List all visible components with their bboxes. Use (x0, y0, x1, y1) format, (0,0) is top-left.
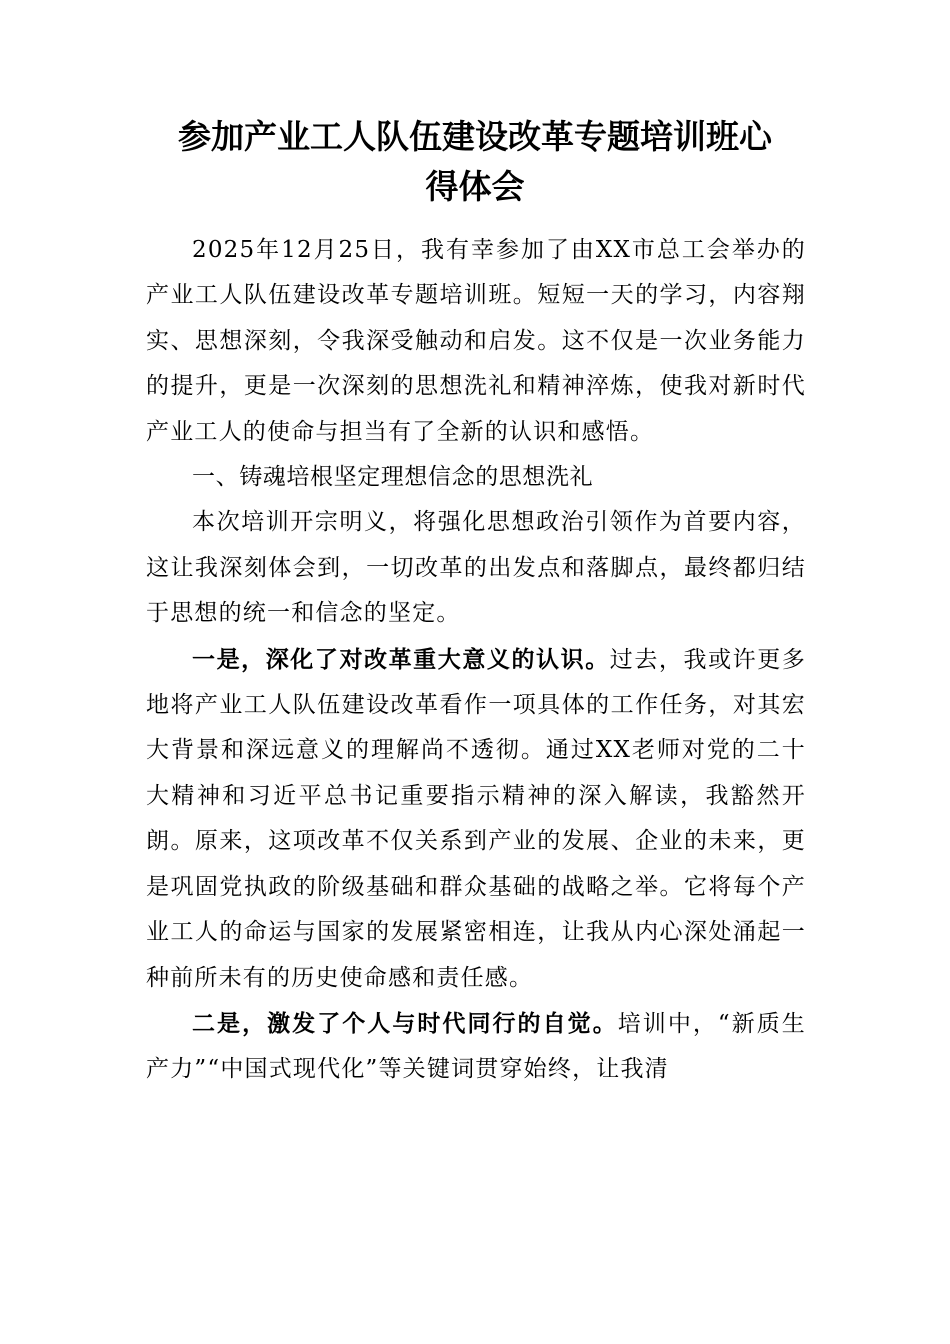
point-2-paragraph (146, 1001, 806, 1093)
title-line-2: 得体会 (425, 167, 525, 206)
document-body (146, 228, 806, 1093)
section-heading-1: 一、铸魂培根坚定理想信念的思想洗礼 (192, 464, 594, 491)
section-1-paragraph: 本次培训开宗明义，将强化思想政治引领作为首要内容，这让我深刻体会到，一切改革的出发点和落脚点，最终都归结于思想的统一和信念的坚定。 (146, 509, 806, 627)
title-line-1: 参加产业工人队伍建设改革专题培训班心 (178, 117, 772, 156)
point-2-lead: 二是，激发了个人与时代同行的自觉。 (192, 1009, 618, 1037)
point-1-body: 过去，我或许更多地将产业工人队伍建设改革看作一项具体的工作任务，对其宏大背景和深远意义的理解尚不透彻。通过XX老师对党的二十大精神和习近平总书记重要指示精神的深入解读，我豁然开朗。原来，这项改革不仅关系到产业的发展、企业的未来，更是巩固党执政的阶级基础和群众基础的战略之举。它将每个产业工人的命运与国家的发展紧密相连，让我从内心深处涌起一种前所未有的历史使命感和责任感。 (146, 646, 806, 991)
document-title (145, 112, 805, 212)
point-1-paragraph (146, 637, 806, 1001)
point-1-lead: 一是，深化了对改革重大意义的认识。 (192, 645, 610, 673)
point-2-body: 培训中，“新质生产力”“中国式现代化”等关键词贯穿始终，让我清 (146, 1010, 806, 1083)
intro-paragraph: 2025年12月25日，我有幸参加了由XX市总工会举办的产业工人队伍建设改革专题培训班。短短一天的学习，内容翔实、思想深刻，令我深受触动和启发。这不仅是一次业务能力的提升，更是一次深刻的思想洗礼和精神淬炼，使我对新时代产业工人的使命与担当有了全新的认识和感悟。 (146, 237, 806, 445)
